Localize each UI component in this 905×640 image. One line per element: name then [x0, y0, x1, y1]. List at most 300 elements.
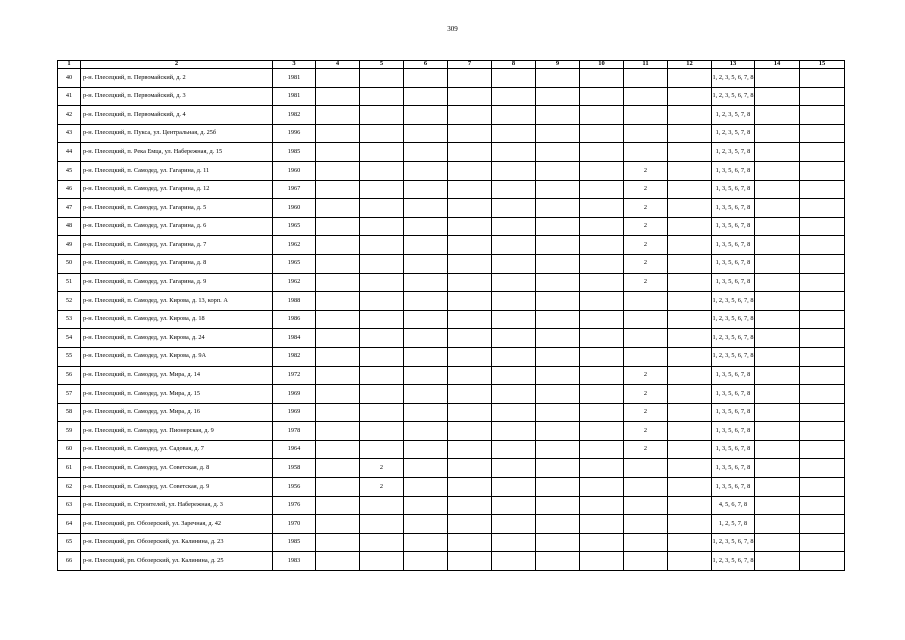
row-number-cell: 52 — [58, 292, 81, 311]
table-row — [58, 292, 845, 311]
col11-cell: 2 — [624, 440, 668, 459]
col6-cell — [404, 478, 448, 497]
year-cell: 1969 — [273, 385, 316, 404]
col12-cell — [668, 478, 712, 497]
col13-cell: 1, 3, 5, 6, 7, 8 — [712, 199, 755, 218]
address-cell: р-н. Плесецкий, п. Самодед, ул. Гагарина, д. 7 — [81, 236, 273, 255]
col11-cell: 2 — [624, 403, 668, 422]
col9-cell — [536, 236, 580, 255]
col13-cell: 1, 2, 3, 5, 6, 7, 8 — [712, 310, 755, 329]
col5-cell — [360, 292, 404, 311]
col11-cell — [624, 459, 668, 478]
col8-cell — [492, 496, 536, 515]
row-number-cell: 48 — [58, 217, 81, 236]
col9-cell — [536, 515, 580, 534]
col11-cell: 2 — [624, 236, 668, 255]
col10-cell — [580, 478, 624, 497]
col10-cell — [580, 87, 624, 106]
col5-cell — [360, 533, 404, 552]
col12-cell — [668, 533, 712, 552]
col12-cell — [668, 106, 712, 125]
col14-cell — [755, 254, 800, 273]
col6-cell — [404, 143, 448, 162]
col9-cell — [536, 366, 580, 385]
col15-cell — [800, 422, 845, 441]
col12-cell — [668, 199, 712, 218]
col11-cell — [624, 69, 668, 88]
col6-cell — [404, 217, 448, 236]
col12-cell — [668, 180, 712, 199]
address-cell: р-н. Плесецкий, п. Самодед, ул. Кирова, д. 24 — [81, 329, 273, 348]
address-cell: р-н. Плесецкий, п. Самодед, ул. Гагарина, д. 6 — [81, 217, 273, 236]
col10-cell — [580, 329, 624, 348]
col10-cell — [580, 180, 624, 199]
col11-cell — [624, 478, 668, 497]
col14-cell — [755, 347, 800, 366]
year-cell: 1984 — [273, 329, 316, 348]
col5-cell — [360, 199, 404, 218]
col7-cell — [448, 366, 492, 385]
col9-cell — [536, 199, 580, 218]
col9-cell — [536, 347, 580, 366]
address-cell: р-н. Плесецкий, п. Самодед, ул. Кирова, д. 13, корп. А — [81, 292, 273, 311]
address-cell: р-н. Плесецкий, п. Самодед, ул. Гагарина, д. 8 — [81, 254, 273, 273]
table-row — [58, 440, 845, 459]
col7-cell — [448, 217, 492, 236]
header-cell: 8 — [492, 61, 536, 69]
table-row — [58, 347, 845, 366]
col13-cell: 1, 3, 5, 6, 7, 8 — [712, 403, 755, 422]
col11-cell — [624, 124, 668, 143]
address-cell: р-н. Плесецкий, п. Река Емца, ул. Набережная, д. 15 — [81, 143, 273, 162]
col15-cell — [800, 292, 845, 311]
col8-cell — [492, 87, 536, 106]
table-row — [58, 552, 845, 571]
col10-cell — [580, 366, 624, 385]
col14-cell — [755, 217, 800, 236]
col7-cell — [448, 143, 492, 162]
col9-cell — [536, 180, 580, 199]
col10-cell — [580, 496, 624, 515]
col10-cell — [580, 552, 624, 571]
col10-cell — [580, 385, 624, 404]
col15-cell — [800, 124, 845, 143]
col5-cell — [360, 180, 404, 199]
col7-cell — [448, 385, 492, 404]
header-cell: 15 — [800, 61, 845, 69]
col13-cell: 1, 2, 3, 5, 6, 7, 8 — [712, 87, 755, 106]
col7-cell — [448, 459, 492, 478]
col11-cell — [624, 347, 668, 366]
col14-cell — [755, 366, 800, 385]
col15-cell — [800, 199, 845, 218]
col13-cell: 1, 2, 3, 5, 7, 8 — [712, 106, 755, 125]
row-number-cell: 54 — [58, 329, 81, 348]
col13-cell: 1, 3, 5, 6, 7, 8 — [712, 217, 755, 236]
col6-cell — [404, 292, 448, 311]
col15-cell — [800, 478, 845, 497]
col6-cell — [404, 459, 448, 478]
year-cell: 1986 — [273, 310, 316, 329]
col11-cell — [624, 87, 668, 106]
col7-cell — [448, 422, 492, 441]
row-number-cell: 53 — [58, 310, 81, 329]
row-number-cell: 64 — [58, 515, 81, 534]
col4-cell — [316, 161, 360, 180]
col9-cell — [536, 552, 580, 571]
header-cell: 7 — [448, 61, 492, 69]
address-cell: р-н. Плесецкий, п. Самодед, ул. Мира, д. 15 — [81, 385, 273, 404]
col15-cell — [800, 143, 845, 162]
header-cell: 4 — [316, 61, 360, 69]
col11-cell: 2 — [624, 199, 668, 218]
col9-cell — [536, 217, 580, 236]
col13-cell: 1, 3, 5, 6, 7, 8 — [712, 459, 755, 478]
address-cell: р-н. Плесецкий, п. Самодед, ул. Гагарина, д. 9 — [81, 273, 273, 292]
year-cell: 1981 — [273, 87, 316, 106]
row-number-cell: 49 — [58, 236, 81, 255]
address-cell: р-н. Плесецкий, п. Первомайский, д. 3 — [81, 87, 273, 106]
col14-cell — [755, 310, 800, 329]
col12-cell — [668, 124, 712, 143]
col14-cell — [755, 69, 800, 88]
table-row — [58, 366, 845, 385]
col4-cell — [316, 440, 360, 459]
row-number-cell: 44 — [58, 143, 81, 162]
col15-cell — [800, 552, 845, 571]
col12-cell — [668, 87, 712, 106]
col12-cell — [668, 69, 712, 88]
row-number-cell: 50 — [58, 254, 81, 273]
col13-cell: 1, 3, 5, 6, 7, 8 — [712, 366, 755, 385]
col14-cell — [755, 199, 800, 218]
col4-cell — [316, 478, 360, 497]
col5-cell — [360, 422, 404, 441]
address-cell: р-н. Плесецкий, п. Самодед, ул. Мира, д. 16 — [81, 403, 273, 422]
col8-cell — [492, 124, 536, 143]
col9-cell — [536, 69, 580, 88]
col14-cell — [755, 292, 800, 311]
col4-cell — [316, 199, 360, 218]
col12-cell — [668, 422, 712, 441]
col7-cell — [448, 199, 492, 218]
col14-cell — [755, 161, 800, 180]
year-cell: 1965 — [273, 217, 316, 236]
table-row — [58, 217, 845, 236]
address-cell: р-н. Плесецкий, п. Самодед, ул. Кирова, д. 9А — [81, 347, 273, 366]
col12-cell — [668, 161, 712, 180]
col6-cell — [404, 533, 448, 552]
address-cell: р-н. Плесецкий, п. Самодед, ул. Садовая, д. 7 — [81, 440, 273, 459]
address-cell: р-н. Плесецкий, п. Строителей, ул. Набережная, д. 3 — [81, 496, 273, 515]
col7-cell — [448, 329, 492, 348]
col6-cell — [404, 385, 448, 404]
col7-cell — [448, 69, 492, 88]
col15-cell — [800, 106, 845, 125]
year-cell: 1976 — [273, 496, 316, 515]
col10-cell — [580, 124, 624, 143]
col6-cell — [404, 366, 448, 385]
col13-cell: 1, 3, 5, 6, 7, 8 — [712, 161, 755, 180]
col6-cell — [404, 161, 448, 180]
col7-cell — [448, 478, 492, 497]
col11-cell: 2 — [624, 366, 668, 385]
address-cell: р-н. Плесецкий, п. Первомайский, д. 4 — [81, 106, 273, 125]
col9-cell — [536, 292, 580, 311]
col14-cell — [755, 143, 800, 162]
col10-cell — [580, 292, 624, 311]
row-number-cell: 61 — [58, 459, 81, 478]
col4-cell — [316, 236, 360, 255]
col14-cell — [755, 459, 800, 478]
col11-cell: 2 — [624, 161, 668, 180]
table-row — [58, 254, 845, 273]
col8-cell — [492, 533, 536, 552]
address-cell: р-н. Плесецкий, п. Самодед, ул. Пионерская, д. 9 — [81, 422, 273, 441]
col15-cell — [800, 366, 845, 385]
row-number-cell: 59 — [58, 422, 81, 441]
col4-cell — [316, 347, 360, 366]
col12-cell — [668, 385, 712, 404]
address-cell: р-н. Плесецкий, п. Самодед, ул. Гагарина, д. 5 — [81, 199, 273, 218]
table-row — [58, 310, 845, 329]
col5-cell — [360, 69, 404, 88]
col10-cell — [580, 273, 624, 292]
col15-cell — [800, 310, 845, 329]
col5-cell — [360, 161, 404, 180]
col10-cell — [580, 310, 624, 329]
address-cell: р-н. Плесецкий, рп. Обозерский, ул. Заречная, д. 42 — [81, 515, 273, 534]
col10-cell — [580, 69, 624, 88]
col12-cell — [668, 273, 712, 292]
year-cell: 1965 — [273, 254, 316, 273]
col12-cell — [668, 292, 712, 311]
col11-cell: 2 — [624, 254, 668, 273]
year-cell: 1962 — [273, 236, 316, 255]
col12-cell — [668, 403, 712, 422]
col12-cell — [668, 366, 712, 385]
col4-cell — [316, 533, 360, 552]
address-cell: р-н. Плесецкий, п. Самодед, ул. Советская, д. 8 — [81, 459, 273, 478]
row-number-cell: 65 — [58, 533, 81, 552]
col7-cell — [448, 87, 492, 106]
col15-cell — [800, 403, 845, 422]
col8-cell — [492, 422, 536, 441]
col15-cell — [800, 459, 845, 478]
col11-cell — [624, 533, 668, 552]
header-cell: 2 — [81, 61, 273, 69]
col9-cell — [536, 273, 580, 292]
col15-cell — [800, 385, 845, 404]
col7-cell — [448, 124, 492, 143]
col4-cell — [316, 366, 360, 385]
col14-cell — [755, 87, 800, 106]
col13-cell: 1, 2, 3, 5, 6, 7, 8 — [712, 552, 755, 571]
col5-cell — [360, 310, 404, 329]
col6-cell — [404, 310, 448, 329]
table-row — [58, 478, 845, 497]
col10-cell — [580, 236, 624, 255]
col15-cell — [800, 515, 845, 534]
col8-cell — [492, 403, 536, 422]
header-cell: 14 — [755, 61, 800, 69]
address-cell: р-н. Плесецкий, п. Первомайский, д. 2 — [81, 69, 273, 88]
col4-cell — [316, 273, 360, 292]
col13-cell: 1, 2, 3, 5, 6, 7, 8 — [712, 347, 755, 366]
col13-cell: 1, 3, 5, 6, 7, 8 — [712, 385, 755, 404]
col13-cell: 1, 2, 3, 5, 6, 7, 8 — [712, 533, 755, 552]
year-cell: 1996 — [273, 124, 316, 143]
col13-cell: 1, 3, 5, 6, 7, 8 — [712, 254, 755, 273]
col6-cell — [404, 273, 448, 292]
col9-cell — [536, 310, 580, 329]
row-number-cell: 40 — [58, 69, 81, 88]
col7-cell — [448, 180, 492, 199]
col6-cell — [404, 69, 448, 88]
col8-cell — [492, 515, 536, 534]
col12-cell — [668, 310, 712, 329]
col14-cell — [755, 385, 800, 404]
col5-cell — [360, 366, 404, 385]
col11-cell: 2 — [624, 385, 668, 404]
row-number-cell: 42 — [58, 106, 81, 125]
col10-cell — [580, 440, 624, 459]
col4-cell — [316, 69, 360, 88]
header-cell: 9 — [536, 61, 580, 69]
col6-cell — [404, 496, 448, 515]
col14-cell — [755, 422, 800, 441]
table-row — [58, 87, 845, 106]
col4-cell — [316, 310, 360, 329]
col10-cell — [580, 217, 624, 236]
col5-cell — [360, 385, 404, 404]
col6-cell — [404, 347, 448, 366]
row-number-cell: 55 — [58, 347, 81, 366]
row-number-cell: 57 — [58, 385, 81, 404]
col7-cell — [448, 515, 492, 534]
col10-cell — [580, 533, 624, 552]
col6-cell — [404, 440, 448, 459]
col9-cell — [536, 422, 580, 441]
col11-cell — [624, 329, 668, 348]
row-number-cell: 63 — [58, 496, 81, 515]
col9-cell — [536, 124, 580, 143]
table-row — [58, 180, 845, 199]
header-cell: 6 — [404, 61, 448, 69]
page-number: 309 — [447, 25, 458, 33]
table-row — [58, 236, 845, 255]
table-row — [58, 515, 845, 534]
col12-cell — [668, 515, 712, 534]
col15-cell — [800, 180, 845, 199]
col11-cell: 2 — [624, 273, 668, 292]
col10-cell — [580, 143, 624, 162]
col4-cell — [316, 459, 360, 478]
col8-cell — [492, 292, 536, 311]
col7-cell — [448, 440, 492, 459]
year-cell: 1988 — [273, 292, 316, 311]
col10-cell — [580, 403, 624, 422]
col10-cell — [580, 199, 624, 218]
col5-cell — [360, 403, 404, 422]
row-number-cell: 60 — [58, 440, 81, 459]
col10-cell — [580, 347, 624, 366]
col8-cell — [492, 236, 536, 255]
col12-cell — [668, 459, 712, 478]
col5-cell — [360, 254, 404, 273]
col7-cell — [448, 403, 492, 422]
col12-cell — [668, 254, 712, 273]
col15-cell — [800, 329, 845, 348]
row-number-cell: 45 — [58, 161, 81, 180]
col11-cell — [624, 515, 668, 534]
col14-cell — [755, 533, 800, 552]
table-row — [58, 106, 845, 125]
col11-cell: 2 — [624, 422, 668, 441]
col15-cell — [800, 217, 845, 236]
col11-cell — [624, 310, 668, 329]
col6-cell — [404, 124, 448, 143]
address-cell: р-н. Плесецкий, п. Самодед, ул. Советская, д. 9 — [81, 478, 273, 497]
col9-cell — [536, 87, 580, 106]
col12-cell — [668, 217, 712, 236]
col5-cell — [360, 143, 404, 162]
col8-cell — [492, 329, 536, 348]
col6-cell — [404, 180, 448, 199]
year-cell: 1960 — [273, 161, 316, 180]
table-row — [58, 533, 845, 552]
header-cell: 11 — [624, 61, 668, 69]
col5-cell — [360, 552, 404, 571]
col14-cell — [755, 403, 800, 422]
col9-cell — [536, 143, 580, 162]
col7-cell — [448, 106, 492, 125]
table-row — [58, 329, 845, 348]
table-row — [58, 459, 845, 478]
col14-cell — [755, 124, 800, 143]
col10-cell — [580, 106, 624, 125]
address-cell: р-н. Плесецкий, п. Пукса, ул. Центральная, д. 25б — [81, 124, 273, 143]
col5-cell — [360, 217, 404, 236]
col4-cell — [316, 403, 360, 422]
col7-cell — [448, 292, 492, 311]
year-cell: 1983 — [273, 552, 316, 571]
col13-cell: 1, 2, 3, 5, 6, 7, 8 — [712, 292, 755, 311]
table-row — [58, 199, 845, 218]
col8-cell — [492, 161, 536, 180]
col14-cell — [755, 552, 800, 571]
col12-cell — [668, 329, 712, 348]
col7-cell — [448, 552, 492, 571]
col11-cell — [624, 106, 668, 125]
col8-cell — [492, 180, 536, 199]
col13-cell: 1, 3, 5, 6, 7, 8 — [712, 440, 755, 459]
col6-cell — [404, 87, 448, 106]
table-row — [58, 403, 845, 422]
col10-cell — [580, 515, 624, 534]
col15-cell — [800, 533, 845, 552]
col6-cell — [404, 329, 448, 348]
table-row — [58, 385, 845, 404]
col12-cell — [668, 552, 712, 571]
col15-cell — [800, 236, 845, 255]
col8-cell — [492, 254, 536, 273]
col12-cell — [668, 496, 712, 515]
year-cell: 1970 — [273, 515, 316, 534]
col14-cell — [755, 440, 800, 459]
col5-cell — [360, 106, 404, 125]
col8-cell — [492, 217, 536, 236]
